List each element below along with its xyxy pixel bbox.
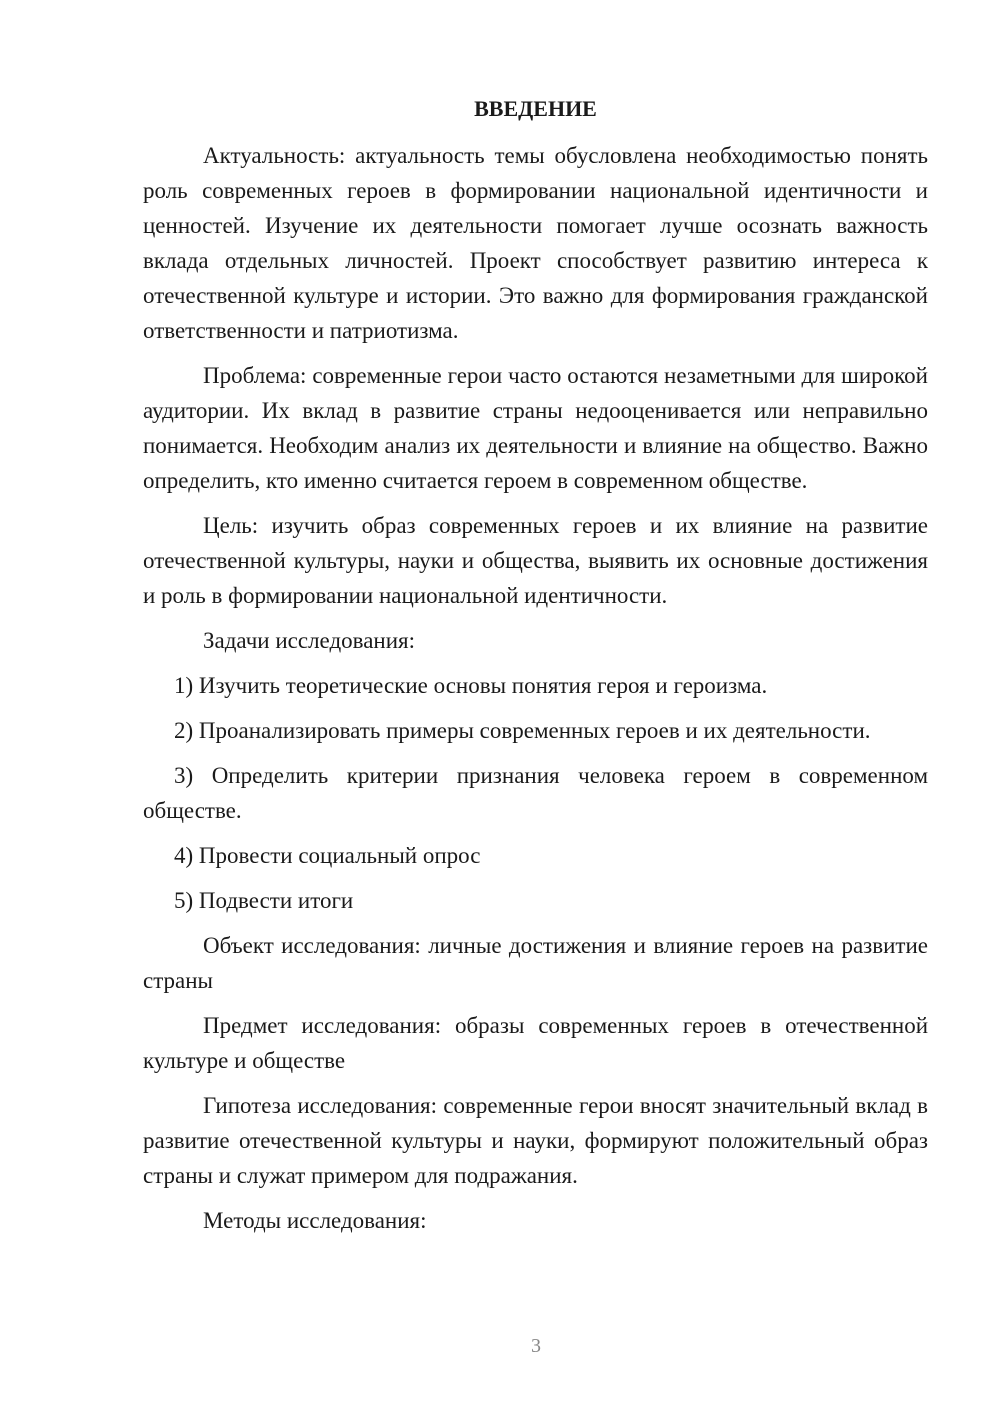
problem-paragraph: Проблема: современные герои часто остаются незаметными для широкой аудитории. Их вклад в развитие страны недооценивается или неправильно понимается. Необходим анализ их деятельности и влияние на общество. Важно определить, кто именно считается героем в современном обществе. [143,363,928,493]
document-title: ВВЕДЕНИЕ [474,96,597,121]
tasks-heading: Задачи исследования: [203,628,416,653]
goal-paragraph: Цель: изучить образ современных героев и их влияние на развитие отечественной культуры, науки и общества, выявить их основные достижения и роль в формировании национальной идентичности. [143,513,928,608]
task-item-2: 2) Проанализировать примеры современных героев и их деятельности. [174,718,871,743]
object-paragraph: Объект исследования: личные достижения и влияние героев на развитие страны [143,933,928,993]
task-item-5: 5) Подвести итоги [174,888,354,913]
page-number: 3 [531,1335,541,1357]
relevance-paragraph: Актуальность: актуальность темы обусловлена необходимостью понять роль современных героев в формировании национальной идентичности и ценностей. Изучение их деятельности помогает лучше осознать важность вклада отдельных личностей. Проект способствует развитию интереса к отечественной культуре и истории. Это важно для формирования гражданской ответственности и патриотизма. [143,143,928,343]
document-body [143,94,928,1248]
task-item-3: 3) Определить критерии признания человека героем в современном обществе. [143,763,928,823]
hypothesis-paragraph: Гипотеза исследования: современные герои вносят значительный вклад в развитие отечественной культуры и науки, формируют положительный образ страны и служат примером для подражания. [143,1093,928,1188]
task-item-1: 1) Изучить теоретические основы понятия героя и героизма. [174,673,768,698]
methods-heading: Методы исследования: [203,1208,427,1233]
subject-paragraph: Предмет исследования: образы современных героев в отечественной культуре и обществе [143,1013,928,1073]
task-item-4: 4) Провести социальный опрос [174,843,481,868]
